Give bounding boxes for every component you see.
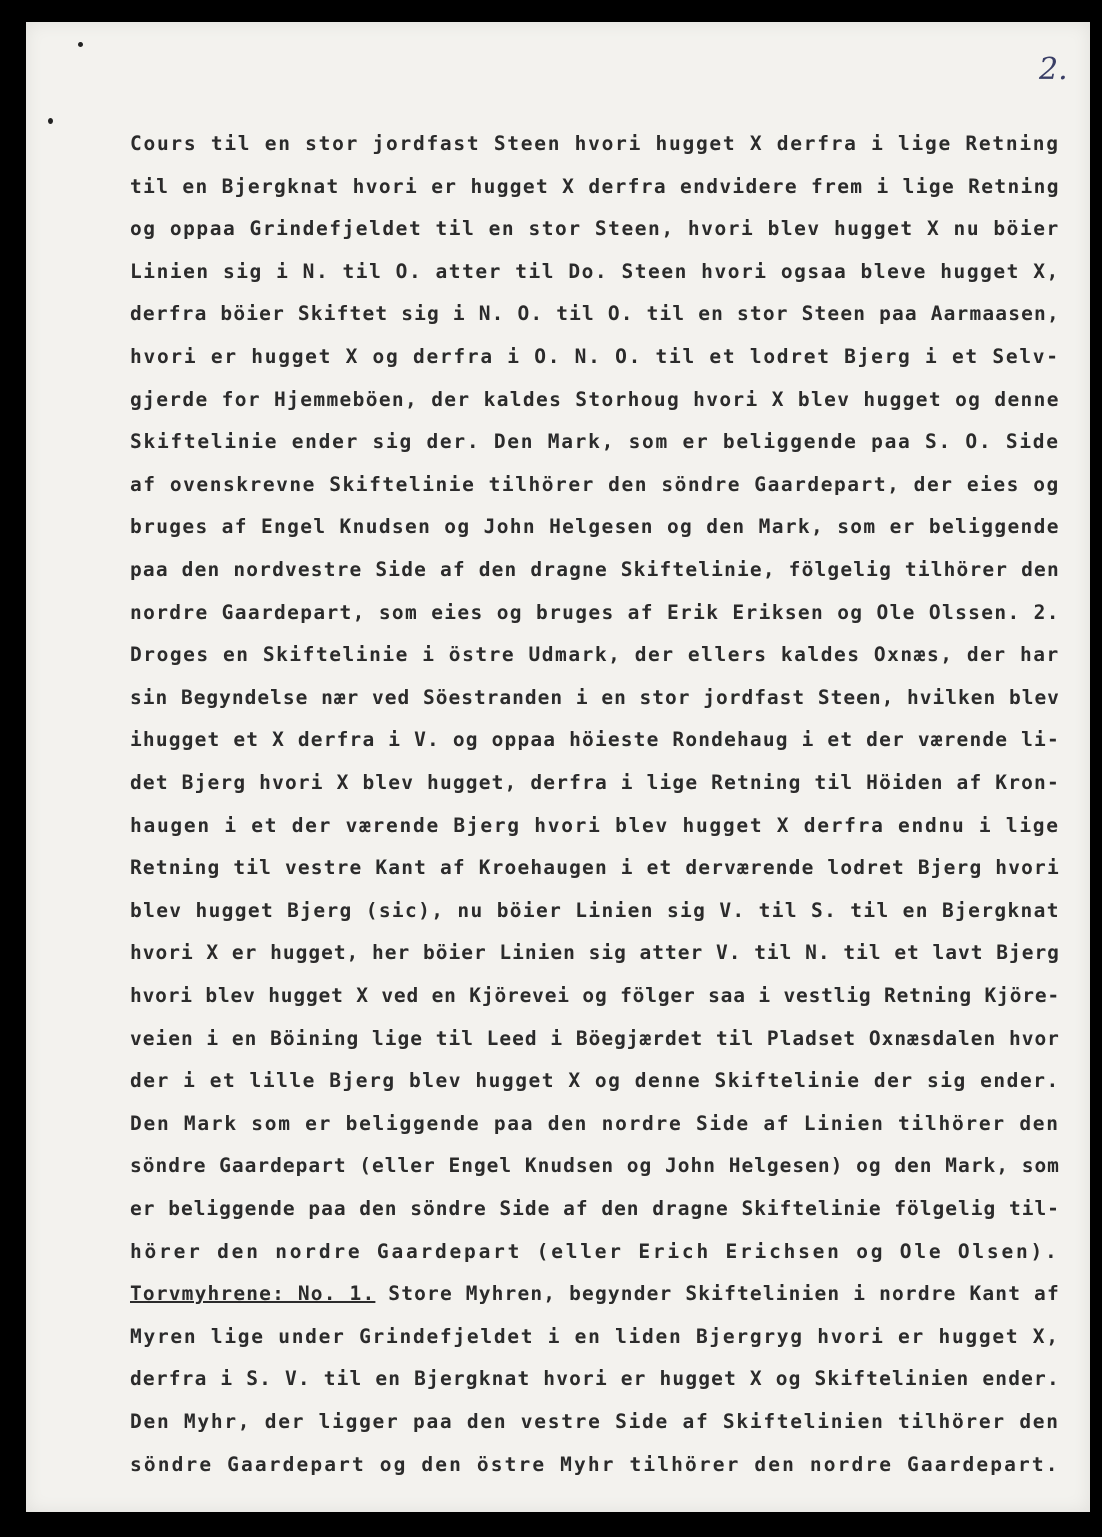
text-line: Linien sig i N. til O. atter til Do. Steen hvori ogsaa bleve hugget X, [130,259,1060,283]
page-number: 2. [1039,52,1068,87]
text-line: paa den nordvestre Side af den dragne Skiftelinie, fölgelig tilhörer den [130,558,1060,581]
text-line: Cours til en stor jordfast Steen hvori hugget X derfra i lige Retning [130,132,1060,155]
text-line: hvori er hugget X og derfra i O. N. O. til et lodret Bjerg i et Selv- [130,345,1060,368]
text-line: Skiftelinie ender sig der. Den Mark, som er beliggende paa S. O. Side [130,430,1060,454]
text-line: bruges af Engel Knudsen og John Helgesen og den Mark, som er beliggende [130,515,1060,539]
ink-speck [78,42,83,47]
text-line [130,1282,1060,1305]
text-line: hvori X er hugget, her böier Linien sig atter V. til N. til et lavt Bjerg [130,941,1060,965]
text-line: ihugget et X derfra i V. og oppaa höieste Rondehaug i et der værende li- [130,728,1060,752]
section-heading: Torvmyhrene: No. 1. [130,1282,376,1306]
text-line: haugen i et der værende Bjerg hvori blev hugget X derfra endnu i lige [130,813,1060,837]
text-line: Den Mark som er beliggende paa den nordre Side af Linien tilhörer den [130,1111,1060,1135]
ink-speck [48,118,53,124]
text-line: derfra i S. V. til en Bjergknat hvori er hugget X og Skiftelinien ender. [130,1367,1060,1391]
text-line: af ovenskrevne Skiftelinie tilhörer den söndre Gaardepart, der eies og [130,472,1060,496]
text-line: gjerde for Hjemmeböen, der kaldes Storhoug hvori X blev hugget og denne [130,387,1060,411]
section-text: Store Myhren, begynder Skiftelinien i nordre Kant af [375,1282,1060,1306]
text-line: hörer den nordre Gaardepart (eller Erich Erichsen og Ole Olsen). [130,1239,1060,1263]
text-line: og oppaa Grindefjeldet til en stor Steen, hvori blev hugget X nu böier [130,217,1060,241]
text-line: Droges en Skiftelinie i östre Udmark, der ellers kaldes Oxnæs, der har [130,643,1060,667]
text-line: derfra böier Skiftet sig i N. O. til O. til en stor Steen paa Aarmaasen, [130,302,1060,326]
text-line: söndre Gaardepart og den östre Myhr tilhörer den nordre Gaardepart. [130,1452,1060,1476]
text-line: Retning til vestre Kant af Kroehaugen i et derværende lodret Bjerg hvori [130,856,1060,880]
text-line: Den Myhr, der ligger paa den vestre Side af Skiftelinien tilhörer den [130,1410,1060,1433]
text-line: det Bjerg hvori X blev hugget, derfra i lige Retning til Höiden af Kron- [130,771,1060,794]
text-line: til en Bjergknat hvori er hugget X derfra endvidere frem i lige Retning [130,174,1060,198]
text-line: hvori blev hugget X ved en Kjörevei og fölger saa i vestlig Retning Kjöre- [130,984,1060,1007]
text-line: Myren lige under Grindefjeldet i en liden Bjergryg hvori er hugget X, [130,1324,1060,1348]
text-line: veien i en Böining lige til Leed i Böegjærdet til Pladset Oxnæsdalen hvor [130,1026,1060,1050]
text-line: blev hugget Bjerg (sic), nu böier Linien sig V. til S. til en Bjergknat [130,898,1060,922]
text-line: sin Begyndelse nær ved Söestranden i en stor jordfast Steen, hvilken blev [130,685,1060,709]
text-line: söndre Gaardepart (eller Engel Knudsen og John Helgesen) og den Mark, som [130,1154,1060,1178]
text-line: nordre Gaardepart, som eies og bruges af Erik Eriksen og Ole Olssen. 2. [130,600,1060,624]
text-line: er beliggende paa den söndre Side af den dragne Skiftelinie fölgelig til- [130,1197,1060,1220]
text-line: der i et lille Bjerg blev hugget X og denne Skiftelinie der sig ender. [130,1069,1060,1093]
